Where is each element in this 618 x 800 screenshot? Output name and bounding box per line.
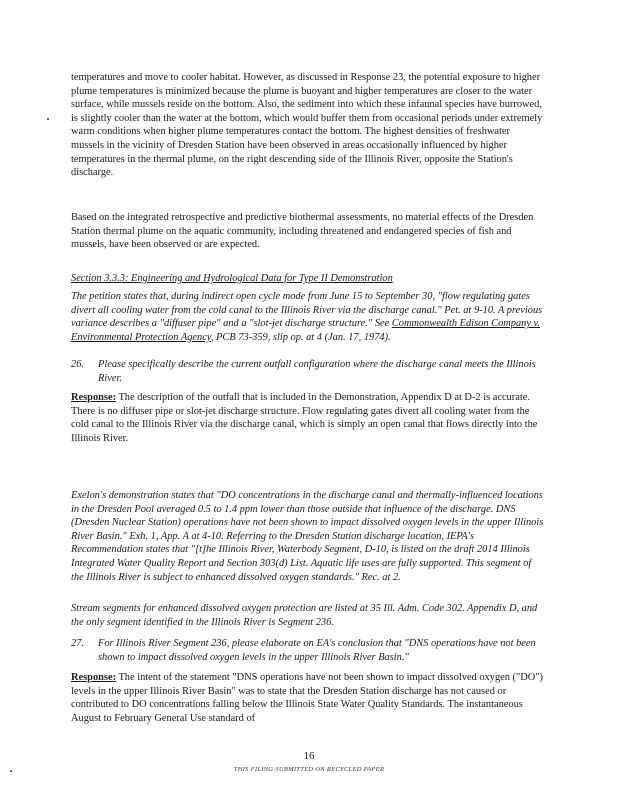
section-heading: Section 3.3.3: Engineering and Hydrological Data for Type II Demonstration (71, 273, 393, 284)
question-number: 26. (71, 359, 84, 370)
response-text: The description of the outfall that is included in the Demonstration, Appendix D at D-2 is accurate. There is no diffuser pipe or slot-jet discharge structure. Flow regulating gates divert all cooling water from the cold canal to the Illinois River via the discharge canal, which is simply an open canal that flows directly into the Illinois River. (71, 392, 538, 444)
response-26 (71, 391, 545, 445)
question-text: Please specifically describe the current outfall configuration where the discharge canal meets the Illinois River. (98, 359, 536, 384)
citation-tail: , PCB 73-359, slip op. at 4 (Jan. 17, 1974). (210, 331, 391, 343)
response-text: The intent of the statement "DNS operations have not been shown to impact dissolved oxygen ("DO") levels in the upper Illinois River Basin" was to state that the Dresden Station discharge has not caused or contributed to DO concentrations falling below the Illinois State Water Quality Standards. The instantaneous August to February General Use standard of (71, 672, 543, 724)
scan-mark (47, 118, 49, 120)
paragraph-stream-segments: Stream segments for enhanced dissolved oxygen protection are listed at 35 Ill. Adm. Code 302. Appendix D, and the only segment identified in the Illinois River is Segment 236. (71, 603, 538, 628)
paragraph-thermal-habitat: temperatures and move to cooler habitat. However, as discussed in Response 23, the potential exposure to higher plume temperatures is minimized because the plume is buoyant and higher temperatures are closer to the water surface, while mussels reside on the bottom. Also, the sediment into which these infaunal species have burrowed, is slightly cooler than the water at the bottom, which would buffer them from occasional periods under extremely warm conditions when higher plume temperatures contact the bottom. The highest densities of freshwater mussels in the vicinity of Dresden Station have been observed in areas occasionally influenced by higher temperatures in the thermal plume, on the right descending side of the Illinois River, opposite the Station's discharge. (71, 72, 543, 179)
question-number: 27. (71, 638, 84, 649)
response-27 (71, 671, 545, 725)
scan-mark (10, 770, 12, 772)
question-27 (71, 637, 545, 664)
paragraph-biothermal-conclusion: Based on the integrated retrospective and predictive biothermal assessments, no material effects of the Dresden Station thermal plume on the aquatic community, including threatened and endangered species of fish and mussels, have been observed or are expected. (71, 212, 534, 251)
petition-quote-paragraph (71, 290, 545, 344)
paragraph-exelon-demonstration: Exelon's demonstration states that "DO concentrations in the discharge canal and thermally-influenced locations in the Dresden Pool averaged 0.5 to 1.4 ppm lower than those outside that influence of the discharge. DNS (Dresden Nuclear Station) operations have not been shown to impact dissolved oxygen levels in the upper Illinois River Basin." Exh. 1, App. A at 4-10. Referring to the Dresden Station discharge location, IEPA's Recommendation states that "[t]he Illinois River, Waterbody Segment, D-10, is listed on the draft 2014 Illinois Integrated Water Quality Report and Section 303(d) List. Aquatic life uses are fully supported. This segment of the Illinois River is subject to enhanced dissolved oxygen standards." Rec. at 2. (71, 490, 544, 583)
case-citation: Commonwealth Edison Company v. Environmental Protection Agency (71, 318, 540, 343)
question-text: For Illinois River Segment 236, please elaborate on EA's conclusion that "DNS operations have not been shown to impact dissolved oxygen levels in the upper Illinois River Basin." (98, 638, 536, 663)
page-number: 16 (303, 750, 315, 762)
petition-quote-text: The petition states that, during indirect open cycle mode from June 15 to September 30, "flow regulating gates divert all cooling water from the cold canal to the Illinois River via the discharge canal." Pet. at 9-10. A previous variance describes a "diffuser pipe" and a "slot-jet discharge structure." See (71, 291, 543, 330)
question-26 (71, 358, 545, 385)
response-label: Response: (71, 672, 117, 683)
filing-footer: THIS FILING SUBMITTED ON RECYCLED PAPER (233, 766, 385, 773)
response-label: Response: (71, 392, 117, 403)
